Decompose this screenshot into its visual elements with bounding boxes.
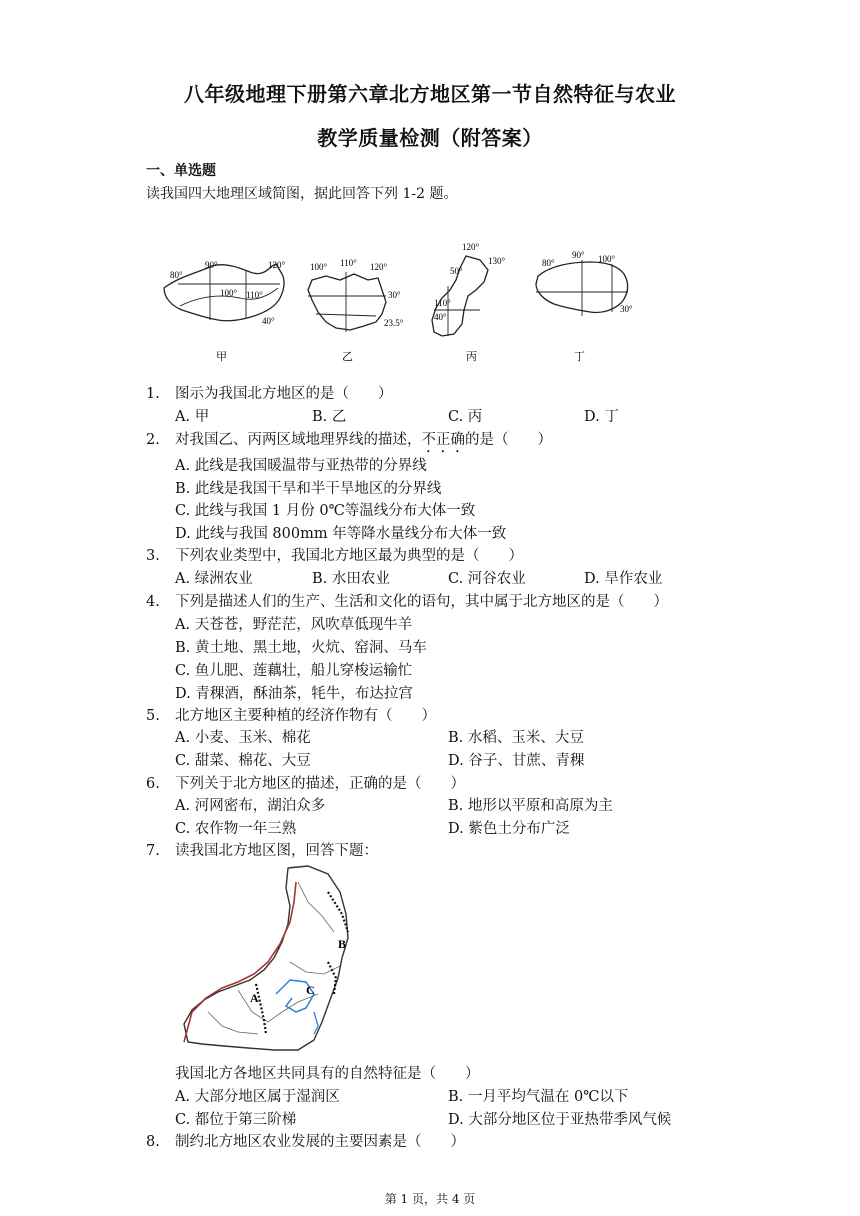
map-ding-lon-100: 100° <box>598 254 616 264</box>
map-letter-c: C <box>306 983 315 997</box>
title-line-1: 八年级地理下册第六章北方地区第一节自然特征与农业 <box>184 82 676 106</box>
map-yi-lon-120: 120° <box>370 262 388 272</box>
q6-option-c: C. 农作物一年三熟 <box>175 821 297 837</box>
q3-option-b: B. 水田农业 <box>312 571 390 587</box>
q3-option-d: D. 旱作农业 <box>584 571 663 587</box>
intro-text: 读我国四大地理区域简图，据此回答下列 1-2 题。 <box>146 186 458 202</box>
question-3-number: 3. <box>146 548 160 564</box>
question-1-stem: 图示为我国北方地区的是（ ） <box>175 386 393 402</box>
map-ding <box>536 260 628 316</box>
q1-option-c: C. 丙 <box>448 409 483 425</box>
map-bing-lon-130: 130° <box>488 256 506 266</box>
q7-option-a: A. 大部分地区属于湿润区 <box>175 1089 340 1105</box>
q5-option-a: A. 小麦、玉米、棉花 <box>175 730 311 746</box>
map-ding-lon-80: 80° <box>542 258 555 268</box>
map-bing-name: 丙 <box>466 351 477 363</box>
map-bing-lon-110: 110° <box>434 298 451 308</box>
question-6-number: 6. <box>146 776 160 792</box>
map-jia-lon-100: 100° <box>220 288 238 298</box>
q3-option-c: C. 河谷农业 <box>448 571 526 587</box>
question-8-number: 8. <box>146 1134 160 1150</box>
question-2-number: 2. <box>146 432 160 448</box>
q6-option-a: A. 河网密布，湖泊众多 <box>175 798 326 814</box>
question-7-sub-stem: 我国北方各地区共同具有的自然特征是（ ） <box>175 1066 480 1082</box>
question-4-stem: 下列是描述人们的生产、生活和文化的语句，其中属于北方地区的是（ ） <box>175 594 668 610</box>
map-yi-lon-110: 110° <box>340 258 357 268</box>
q5-option-c: C. 甜菜、棉花、大豆 <box>175 753 311 769</box>
question-7-number: 7. <box>146 843 160 859</box>
question-6-stem: 下列关于北方地区的描述，正确的是（ ） <box>175 776 465 792</box>
q2-option-d: D. 此线与我国 800mm 年等降水量线分布大体一致 <box>175 526 507 542</box>
map-jia-lon-80: 80° <box>170 270 183 280</box>
map-jia-lon-90: 90° <box>205 260 218 270</box>
northern-region-map <box>178 862 358 1058</box>
q4-option-b: B. 黄土地、黑土地，火炕、窑洞、马车 <box>175 640 427 656</box>
question-5-number: 5. <box>146 708 160 724</box>
question-8-stem: 制约北方地区农业发展的主要因素是（ ） <box>175 1134 465 1150</box>
q2-option-c: C. 此线与我国 1 月份 0℃等温线分布大体一致 <box>175 503 476 519</box>
q3-option-a: A. 绿洲农业 <box>175 571 253 587</box>
section-heading: 一、单选题 <box>146 163 216 179</box>
q7-option-c: C. 都位于第三阶梯 <box>175 1112 297 1128</box>
map-letter-b: B <box>338 937 347 951</box>
q4-option-d: D. 青稞酒，酥油茶，牦牛，布达拉宫 <box>175 686 413 702</box>
map-jia-lon-120: 120° <box>268 260 286 270</box>
page-footer: 第 1 页，共 4 页 <box>384 1192 476 1206</box>
map-ding-name: 丁 <box>574 351 585 363</box>
map-ding-lon-90: 90° <box>572 250 585 260</box>
q5-option-d: D. 谷子、甘蔗、青稞 <box>448 753 585 769</box>
q1-option-a: A. 甲 <box>175 409 210 425</box>
map-jia-lon-110: 110° <box>246 290 263 300</box>
map-bing-lon-120: 120° <box>462 242 480 252</box>
map-letter-a: A <box>250 991 259 1005</box>
q4-option-a: A. 天苍苍，野茫茫，风吹草低现牛羊 <box>175 617 413 633</box>
map-jia-name: 甲 <box>216 351 227 363</box>
map-bing-lat-50: 50° <box>450 266 463 276</box>
map-yi <box>308 272 386 332</box>
four-regions-map-figure <box>150 236 670 366</box>
question-2-stem: 对我国乙、丙两区域地理界线的描述，不正确的是（ ） <box>175 432 552 448</box>
q5-option-b: B. 水稻、玉米、大豆 <box>448 730 584 746</box>
q6-option-d: D. 紫色土分布广泛 <box>448 821 570 837</box>
q4-option-c: C. 鱼儿肥、莲藕壮，船儿穿梭运输忙 <box>175 663 413 679</box>
map-ding-lat-30: 30° <box>620 304 633 314</box>
question-4-number: 4. <box>146 594 160 610</box>
q7-option-b: B. 一月平均气温在 0℃以下 <box>448 1089 629 1105</box>
question-3-stem: 下列农业类型中，我国北方地区最为典型的是（ ） <box>175 548 523 564</box>
q1-option-d: D. 丁 <box>584 409 619 425</box>
map-yi-lat-23: 23.5° <box>384 318 404 328</box>
question-1-number: 1. <box>146 386 160 402</box>
q2-option-b: B. 此线是我国干旱和半干旱地区的分界线 <box>175 481 442 497</box>
title-line-2: 教学质量检测（附答案） <box>317 126 543 150</box>
q7-option-d: D. 大部分地区位于亚热带季风气候 <box>448 1112 672 1128</box>
map-jia-lat-40: 40° <box>262 316 275 326</box>
question-5-stem: 北方地区主要种植的经济作物有（ ） <box>175 708 436 724</box>
map-yi-lon-100: 100° <box>310 262 328 272</box>
q1-option-b: B. 乙 <box>312 409 347 425</box>
map-yi-lat-30: 30° <box>388 290 401 300</box>
map-bing-lat-40: 40° <box>434 312 447 322</box>
q2-option-a: A. 此线是我国暖温带与亚热带的分界线 <box>175 458 427 474</box>
question-7-stem: 读我国北方地区图，回答下题： <box>175 843 378 859</box>
emphasis-not-correct: 不正确 <box>421 432 465 448</box>
map-yi-name: 乙 <box>342 351 353 363</box>
q6-option-b: B. 地形以平原和高原为主 <box>448 798 613 814</box>
